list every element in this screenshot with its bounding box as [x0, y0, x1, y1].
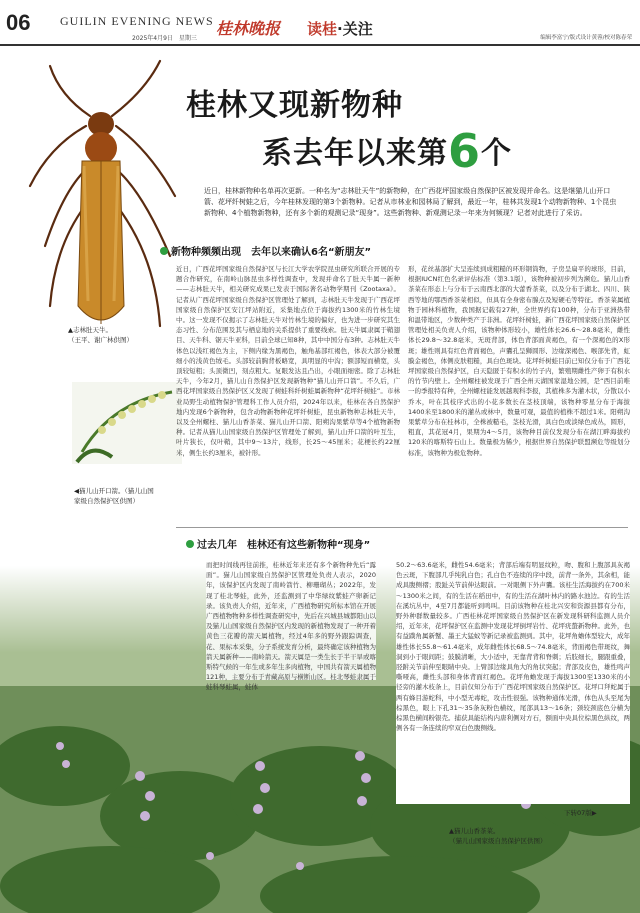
arrow-up-icon: ▲: [449, 827, 454, 835]
section2-column2: 50.2～63.6毫米，雌性54.6毫米；背部后端有明显纹粒，吻、腹和上腹部具灰褐色云斑，下腹部几乎纯乳白色；孔白色不连续的序中段，前背一条外，其余相，能成具腹侧褶；股趾关节前伸达眼前。一对眼侧下外声囊。该桂生活海拔约在700米～1300米之间，有的生活在稻田中，有的生活在湖叶林内的路水池边。有的生活在溪坑丛中，4至7月都能听到鸣叫。目前该物种在桂北兴安和资源县都有分布，野外种群数量较多。广西桂林花坪国家级自然保护区在新发现科研科监测人员介绍，近年来，花坪保护区在监测中发现花坪倒坪岩竹、花坪疣螯新物种。此外，也有益蹼角属新蟹、墨王大猛蚁等新记录被监测到。其中，花坪角蟾体型较大，成年雄性体长55.8～61.4毫米，成年雌性体长68.5～74.8毫米，背面褐色带斑纹，舞洞到小于眼间距；鼓膜清晰，大小适中，无靠背背和脊刺；后肢细长，腿跟重叠，胫跗关节前伸至眼睛中央。上臂部边缘具角大的角状突起；背部及皮色，雄性鸣声嘶哑高，雌性头部和身体背面红褐色。花坪角蟾发现于海拔1300至1330米的小径旁的灌木枝条上，目前仅知分布于广西花坪国家级自然保护区。花坪口拜蛇属于两有蜂目游蛇科，中小型无毒蛇，攻击性很强。该物种通体光滑，体色从头至尾为棕黑色，眼上下孔31～35条灰粉色横纹，尾部具13～16条；颈较颈底色分横为棕黑色横间粉银壳。捕获具能结构内唐利侧对方石，额面中央具位棕黑色纵纹，两侧各有一条连续的窄双白色腹侧线。: [396, 560, 630, 804]
section2-column1: 而把时间线再往前推，桂林近年来还有多个新物种先后“露面”。猫儿山国家级自然保护区管理处负责人表示，2020年，该保护区内发现了南岭箭竹、柳珊瑚丛；2022年，发现了桂北琴蛙，此外，还监测到了中华绿纹紫蛙产卵新记录。该负责人介绍，近年来，广西植物研究所标本馆在开展广西植物物种多样性调查研究中，先后在兴城县城都阳山以及猫儿山国家级自然保护区内发现的新植物发现了一种开着黄色三花瓣的箭天属植物，经过4年多的野外跟踪调查，花、果标本采集，分子系统发育分析，最终确定该种植物为箭天属新种——南岭箭天。箭天属是一类生长于半干旱或喀斯特气候的一年生或多年生多肉植物，中国共有箭天属植物121种，主要分布于青藏高原与横断山区。桂北琴蛙隶属于蛙科琴蛙属，蛙体: [206, 561, 376, 692]
divider: [176, 527, 628, 528]
section-title: 读桂·关注: [307, 20, 373, 38]
bullet-dot-icon: [160, 247, 168, 255]
plant-caption: ▲猫儿山香茶菜。 （猫儿山国家级自然保护区供图）: [449, 827, 547, 845]
section-sub: 关注: [342, 20, 373, 38]
section1-column2: 形，花丝基部扩大呈连续到成粗糙的环形钢筒物，子房呈扁平的球形，目前，根据IUCN红色名录评估标准（第3.1版），该物种被初步列为濒危。猫儿山香茶菜在形态上与分布于云南西北部的大蕾香茶菜，以及分布于湖北、四川、陕西等地的鄂西香茶菜相似，但具有全身密布腺点及短硬毛等特征。香茶菜属植物于园林科植物，我国据记载有27种，全世界约有100种，分布于亚洲热带和温带地区，少数种类产于非洲。花坪纤树蛙，新广西花坪国家级自然保护区管理处相关负责人介绍，该物种体形较小，雄性体长26.6～28.8毫米，雌性体长29.8～32.8毫米，无斑背部，体色背部面黄褐色，有一个深褐色的X形斑；雄性则具有红色背面褐色，声囊孔呈狮圆形、边缘深褐色、喉部先背，虹膜金褐色，体侧皮肤粗糙，具白色斑块。花坪纤树蛙目前已知仅分布于广西花坪国家级自然保护区，白天隐匿于有积水的竹子内，繁殖期雌性产卵于有积水的竹节内壁上。全州螺柱被发现于广西全州天湖国家湿地公园，是“西目前唯一的季报特有种，全州螺柱能发展越观科李报，其植株多为灌木状，分散以小乔木，叶在其枝序式出的小花多数长在茎枝顶端，该物种零星分布于海拔1400米至1800米的灌丛或林中，数量可观，最值的植株不超过1米。阳朔沟果紫草分布在桂林市，全株被糙毛，茎枝光滑，具白色或淡绿色成丛，圆形，粗直，其花冠4月，果期为4～5月，该物种目前仅发现分布在湖江畔海拔约120米的喀斯特石山上。数量极为稀少，根据世界自然保护联盟濒危等级划分标准，该物种为极危物种。: [408, 265, 630, 457]
headline-number: 6: [448, 124, 482, 178]
page-number: 06: [6, 10, 31, 35]
headline-line1: 桂林又现新物种: [186, 88, 403, 123]
paper-name: GUILIN EVENING NEWS: [60, 14, 214, 28]
bullet-dot-icon: [186, 540, 194, 548]
turn-page-note: 下转07版▶: [564, 809, 597, 817]
newspaper-logo: 桂林晚报: [216, 19, 281, 38]
section-main: 读桂: [307, 20, 338, 38]
headline-line2: 系去年以来第6个: [262, 124, 513, 178]
arrow-right-icon: ▶: [591, 809, 597, 817]
arrow-left-icon: ◀: [74, 487, 79, 495]
beetle-photo: [20, 56, 190, 356]
arrow-up-icon: ▲: [68, 326, 73, 334]
flower-caption: ◀猫儿山开口箭。（猫儿山国家级自然保护区供图）: [74, 487, 154, 505]
section2-heading: 过去几年 桂林还有这些新物种“现身”: [186, 536, 370, 551]
flower-photo: [72, 382, 182, 464]
lead-paragraph: 近日，桂林新物种名单再次更新。一种名为“志林肚天牛”的新物种，在广西花坪国家级自然保护区被发现并命名。这是继猫儿山开口箭、花坪纤树蛙之后，今年桂林发现的第3个新物种。记者从市林业和园林局了解到，最近一年，桂林共发现1个动物新物种、1个昆虫新物种、4个植物新物种，还有多个新的观测记录“现身”。这些新物种、新观测记录一年来为何频现？记者对此进行了采访。: [204, 187, 617, 217]
section1-heading: 新物种频频出现 去年以来确认6名“新朋友”: [160, 243, 371, 258]
page-header: [0, 0, 640, 46]
date-line: 2025年4月9日 星期三: [132, 35, 197, 42]
beetle-caption: ▲志林肚天牛。 （王平、谢广林供图）: [68, 326, 133, 344]
section1-column1: 近日，广西花坪国家级自然保护区与长江大学农学院昆虫研究所联合开展的专题合作研究，在南岭山脉昆虫多样性调查中，发现并命名了肚天牛属一新种——志林肚天牛，相关研究成果已发表于国际著名动物学期刊《Zootaxa》。记者从广西花坪国家级自然保护区管理处了解到，志林肚天牛发现于广西花坪国家级自然保护区安江坪站附近，采集地点位于海拔约1300米的竹林生境中。这一发现不仅揭示了志林肚天牛对竹林生境的偏好，也为进一步研究其生态习性、分布范围及其与栖息地的关系提供了重要线索。肚天牛属隶属于鞘翅目、天牛科、锯天牛亚科，目前全球已知8种，其中中国分布3种。志林肚天牛体色以浅红褐色为主，下侧内缘为黑褐色，触角基部红褐色，体表大部分被覆细小的浅黄色绒毛。头部较前胸背板略宽，具明显的中沟；额部短而横宽，头顶较短粗；头顶微凹，刻点粗大。复眼发达且凸出，小眼面细密。除了志林肚天牛，今年2月，猫儿山自然保护区发现新物种“猫儿山开口箭”。不久后，广西花坪国家级自然保护区又发现了树蛙科纤树蛙属新物种“花坪纤树蛙”。市林业局野生动植物保护管理科工作人员介绍，2024年以来，桂林在各自然保护地内发现6个新物种，包含动物新物种花坪纤树蛙，昆虫新物种志林肚天牛，以及全州螺柱、猫儿山香茶菜、猫儿山开口箭、阳朔沟果紫草等4个植物新物种。记者从猫儿山国家级自然保护区管理处了解到，猫儿山开口箭的叶互生，叶片狭长，仅叶鞘，其中9～13片，线形，长25～45厘米；花梗长约22厘米，侧生长约3厘米，被针形。: [176, 265, 400, 457]
editor-credits: 编辑李富宁/版式设计黄蓉/校对陈春荣: [540, 35, 632, 41]
